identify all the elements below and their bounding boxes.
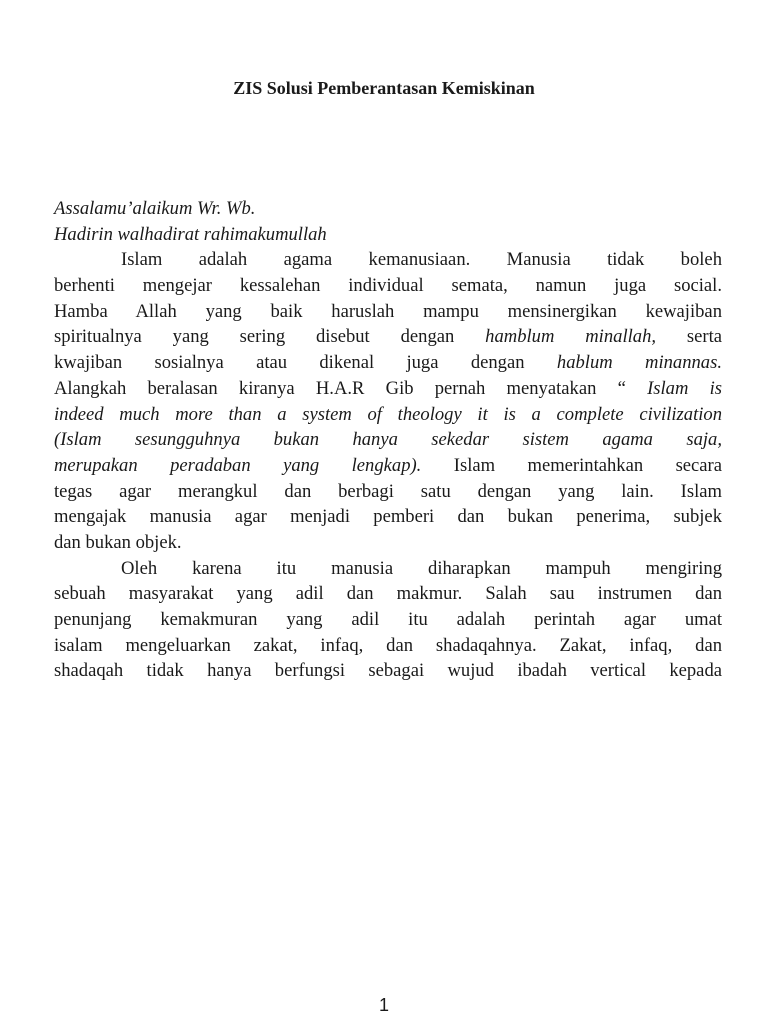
paragraph1-line: [54, 504, 722, 530]
paragraph1-line: [54, 427, 722, 453]
page-number: 1: [378, 995, 389, 1015]
text-segment: indeed much more than a system of theology it is a complete civilization: [54, 403, 722, 425]
text-segment: (Islam sesungguhnya bukan hanya sekedar sistem agama saja,: [54, 429, 722, 451]
text-segment: Oleh karena itu manusia diharapkan mampuh mengiring: [121, 557, 722, 579]
text-segment: serta: [656, 326, 723, 348]
text-segment: merupakan peradaban yang lengkap).: [54, 454, 422, 476]
text-segment: sebuah masyarakat yang adil dan makmur. Salah sau instrumen dan: [54, 583, 722, 605]
text-segment: berhenti mengejar kessalehan individual semata, namun juga social.: [54, 275, 722, 297]
greeting-line: Assalamu’alaikum Wr. Wb.: [54, 198, 256, 219]
paragraph1-line: [54, 324, 722, 350]
text-segment: Alangkah beralasan kiranya H.A.R Gib pernah menyatakan “: [54, 377, 648, 399]
paragraph1-line: [54, 453, 722, 479]
paragraph-2: [54, 556, 722, 684]
text-segment: spiritualnya yang sering disebut dengan: [54, 326, 486, 348]
paragraph1-line: [54, 247, 722, 273]
paragraph2-line: [54, 581, 722, 607]
text-segment: Hamba Allah yang baik haruslah mampu mensinergikan kewajiban: [54, 300, 722, 322]
paragraph2-line: [54, 556, 722, 582]
address-line: Hadirin walhadirat rahimakumullah: [54, 223, 327, 245]
paragraph1-line: [54, 376, 722, 402]
paragraph1-line: [54, 530, 722, 556]
text-segment: Islam is: [647, 377, 722, 399]
paragraph1-line: [54, 402, 722, 428]
paragraph2-line: [54, 658, 722, 684]
paragraph-1: [54, 247, 722, 555]
paragraph1-line: [54, 350, 722, 376]
paragraph1-line: [54, 479, 722, 505]
text-segment: penunjang kemakmuran yang adil itu adalah perintah agar umat: [54, 609, 722, 630]
text-segment: isalam mengeluarkan zakat, infaq, dan shadaqahnya. Zakat, infaq, dan: [54, 634, 722, 656]
paragraph1-line: [54, 299, 722, 325]
text-segment: Islam memerintahkan secara: [421, 454, 723, 476]
paragraph2-line: [54, 633, 722, 659]
text-segment: hablum minannas.: [556, 352, 722, 374]
text-segment: tegas agar merangkul dan berbagi satu dengan yang lain. Islam: [54, 480, 722, 502]
text-segment: mengajak manusia agar menjadi pemberi dan bukan penerima, subjek: [54, 506, 722, 528]
text-segment: kwajiban sosialnya atau dikenal juga dengan: [54, 352, 557, 374]
paragraph2-line: [54, 607, 722, 633]
document-title: ZIS Solusi Pemberantasan Kemiskinan: [233, 78, 535, 98]
paragraph1-line: [54, 273, 722, 299]
text-segment: dan bukan objek.: [54, 531, 182, 553]
document-body: [54, 196, 722, 684]
text-segment: hamblum minallah,: [485, 326, 657, 348]
text-segment: Islam adalah agama kemanusiaan. Manusia tidak boleh: [121, 249, 722, 271]
text-segment: shadaqah tidak hanya berfungsi sebagai wujud ibadah vertical kepada: [54, 660, 722, 682]
